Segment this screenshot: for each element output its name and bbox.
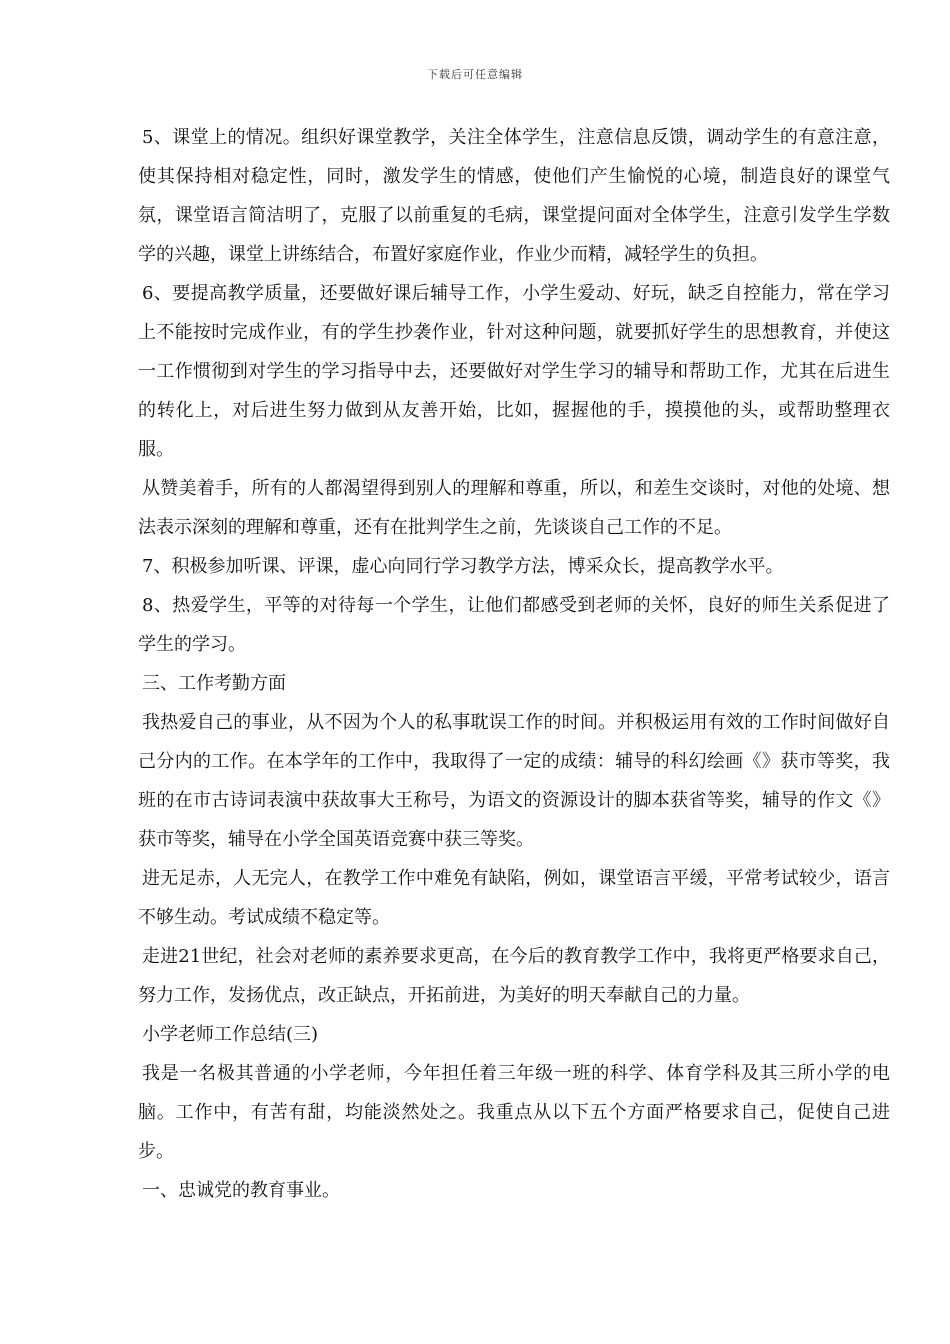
paragraph-item-7: 7、积极参加听课、评课，虚心向同行学习教学方法，博采众长，提高教学水平。 bbox=[142, 556, 784, 577]
paragraph-item-8: 8、热爱学生，平等的对待每一个学生，让他们都感受到老师的关怀，良好的师生关系促进了学生的学习。 bbox=[138, 595, 890, 655]
paragraph-item-5: 5、课堂上的情况。组织好课堂教学，关注全体学生，注意信息反馈，调动学生的有意注意，使其保持相对稳定性，同时，激发学生的情感，使他们产生愉悦的心境，制造良好的课堂气氛，课堂语言简洁明了，克服了以前重复的毛病，课堂提问面对全体学生，注意引发学生学数学的兴趣，课堂上讲练结合，布置好家庭作业，作业少而精，减轻学生的负担。 bbox=[138, 127, 890, 265]
section-heading-loyalty: 一、忠诚党的教育事业。 bbox=[142, 1180, 340, 1201]
section-title-summary-3: 小学老师工作总结(三) bbox=[142, 1024, 319, 1045]
paragraph-item-6: 6、要提高教学质量，还要做好课后辅导工作，小学生爱动、好玩，缺乏自控能力，常在学习上不能按时完成作业，有的学生抄袭作业，针对这种问题，就要抓好学生的思想教育，并使这一工作惯彻到对学生的学习指导中去，还要做好对学生学习的辅导和帮助工作，尤其在后进生的转化上，对后进生努力做到从友善开始，比如，握握他的手，摸摸他的头，或帮助整理衣服。 bbox=[138, 283, 890, 460]
document-body bbox=[138, 118, 890, 1210]
paragraph-praise: 从赞美着手，所有的人都渴望得到别人的理解和尊重，所以，和差生交谈时，对他的处境、想法表示深刻的理解和尊重，还有在批判学生之前，先谈谈自己工作的不足。 bbox=[138, 478, 890, 538]
paragraph-achievements: 我热爱自己的事业，从不因为个人的私事耽误工作的时间。并积极运用有效的工作时间做好自己分内的工作。在本学年的工作中，我取得了一定的成绩：辅导的科幻绘画《》获市等奖，我班的在市古诗词表演中获故事大王称号，为语文的资源设计的脚本获省等奖，辅导的作文《》获市等奖，辅导在小学全国英语竞赛中获三等奖。 bbox=[138, 712, 890, 850]
paragraph-outlook: 走进21世纪，社会对老师的素养要求更高，在今后的教育教学工作中，我将更严格要求自己，努力工作，发扬优点，改正缺点，开拓前进，为美好的明天奉献自己的力量。 bbox=[138, 946, 890, 1006]
section-heading-attendance: 三、工作考勤方面 bbox=[142, 673, 286, 694]
page-header: 下载后可任意编辑 bbox=[427, 68, 523, 81]
paragraph-shortcomings: 进无足赤，人无完人，在教学工作中难免有缺陷，例如，课堂语言平缓，平常考试较少，语言不够生动。考试成绩不稳定等。 bbox=[138, 868, 890, 928]
paragraph-introduction: 我是一名极其普通的小学老师，今年担任着三年级一班的科学、体育学科及其三所小学的电脑。工作中，有苦有甜，均能淡然处之。我重点从以下五个方面严格要求自己，促使自己进步。 bbox=[138, 1063, 890, 1162]
